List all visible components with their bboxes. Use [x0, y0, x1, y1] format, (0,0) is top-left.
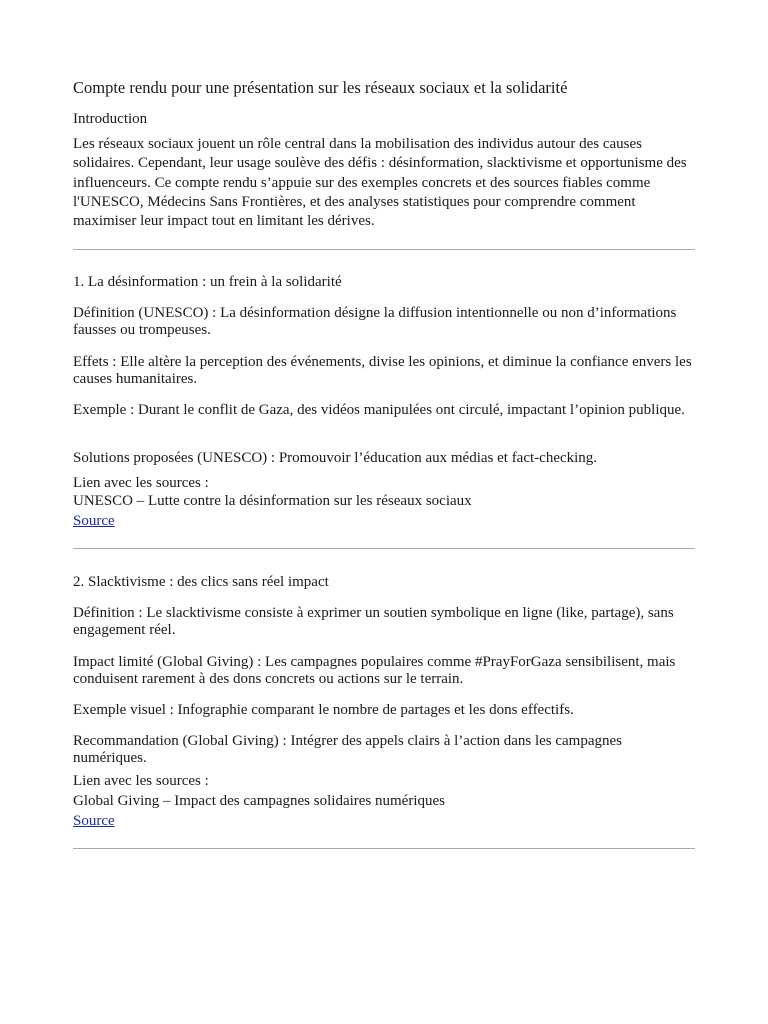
section-1-paragraph-solutions: Solutions proposées (UNESCO) : Promouvoir l’éducation aux médias et fact-checking. [73, 450, 598, 466]
section-1-paragraph-definition: Définition (UNESCO) : La désinformation désigne la diffusion intentionnelle ou non d’informations fausses ou trompeuses. [73, 305, 677, 338]
section-1-source-link[interactable]: Source [73, 513, 115, 529]
section-1-source-description: UNESCO – Lutte contre la désinformation sur les réseaux sociaux [73, 493, 472, 509]
section-2-source-description: Global Giving – Impact des campagnes solidaires numériques [73, 793, 445, 809]
section-divider [73, 848, 695, 849]
section-1-paragraph-effects: Effets : Elle altère la perception des événements, divise les opinions, et diminue la confiance envers les causes humanitaires. [73, 354, 692, 387]
section-2-paragraph-definition: Définition : Le slacktivisme consiste à exprimer un soutien symbolique en ligne (like, partage), sans engagement réel. [73, 605, 674, 638]
section-2-paragraph-impact: Impact limité (Global Giving) : Les campagnes populaires comme #PrayForGaza sensibilisent, mais conduisent rarement à des dons concrets ou actions sur le terrain. [73, 654, 676, 687]
document-title: Compte rendu pour une présentation sur les réseaux sociaux et la solidarité [73, 78, 568, 97]
section-divider [73, 548, 695, 549]
section-1-paragraph-example: Exemple : Durant le conflit de Gaza, des vidéos manipulées ont circulé, impactant l’opinion publique. [73, 402, 685, 418]
section-2-source-link[interactable]: Source [73, 813, 115, 829]
section-2-paragraph-example: Exemple visuel : Infographie comparant le nombre de partages et les dons effectifs. [73, 702, 574, 718]
section-2-title: 2. Slacktivisme : des clics sans réel impact [73, 574, 329, 590]
section-2-paragraph-recommendation: Recommandation (Global Giving) : Intégrer des appels clairs à l’action dans les campagnes numériques. [73, 733, 622, 766]
section-2-sources-label: Lien avec les sources : [73, 773, 209, 789]
introduction-text: Les réseaux sociaux jouent un rôle central dans la mobilisation des individus autour des causes solidaires. Cependant, leur usage soulève des défis : désinformation, slacktivisme et opportunisme des influenceurs. Ce compte rendu s’appuie sur des exemples concrets et des sources fiables comme l'UNESCO, Médecins Sans Frontières, et des analyses statistiques pour comprendre comment maximiser leur impact tout en limitant les dérives. [73, 136, 687, 230]
section-divider [73, 249, 695, 250]
section-1-sources-label: Lien avec les sources : [73, 475, 209, 491]
introduction-heading: Introduction [73, 111, 148, 127]
section-1-title: 1. La désinformation : un frein à la solidarité [73, 274, 342, 290]
